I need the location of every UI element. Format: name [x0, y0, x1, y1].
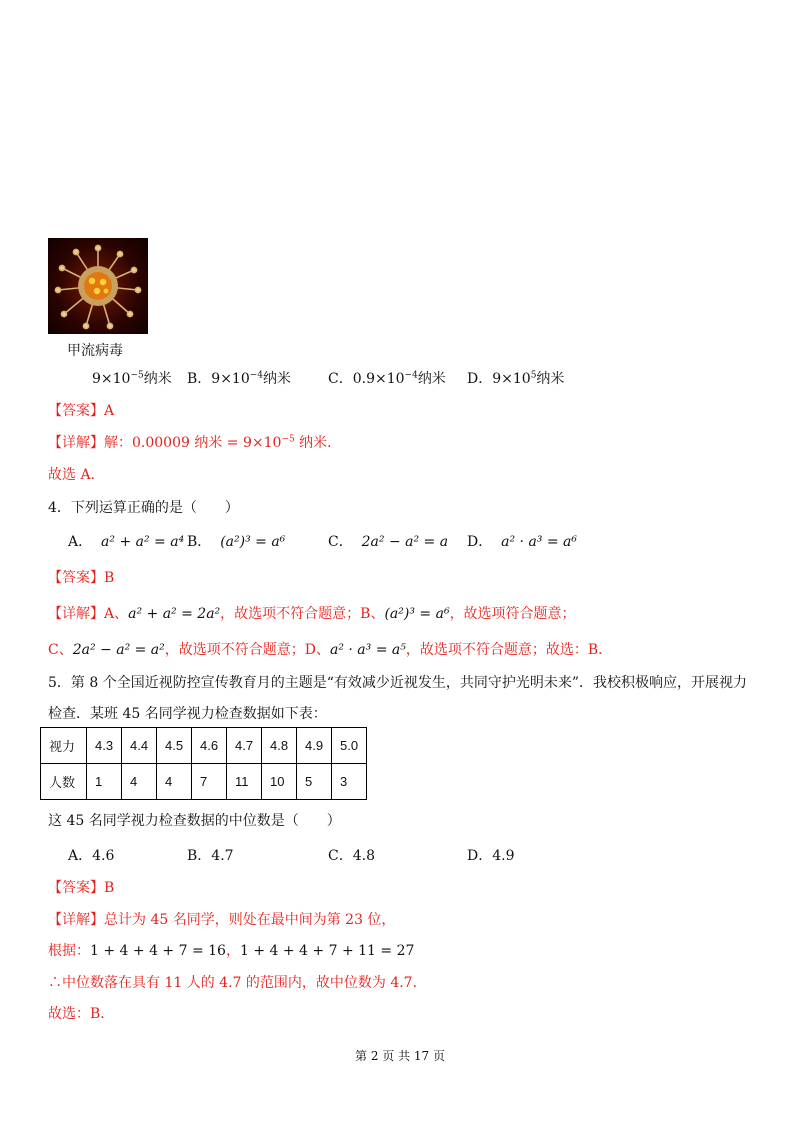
q4-option-d[interactable]: D． a² · a³ = a⁶ — [467, 534, 577, 550]
influenza-virus-image — [48, 238, 148, 334]
q3-option-d[interactable]: D．$9\times 10^5$纳米 — [467, 370, 565, 387]
q5-option-b[interactable]: B．4.7 — [187, 848, 234, 864]
q4-stem: 4．下列运算正确的是（ ） — [48, 500, 239, 516]
table-header-cell: 视力 — [41, 728, 87, 764]
q4-detail-line1: 【详解】A、a² + a² = 2a²，故选项不符合题意；B、(a²)³ = a⁶，故选项符合题意； — [48, 606, 576, 622]
table-cell: 10 — [262, 764, 297, 800]
table-cell: 4.4 — [122, 728, 157, 764]
q3-option-b[interactable]: B．$9\times 10^{-4}$纳米 — [187, 370, 292, 387]
table-cell: 3 — [332, 764, 367, 800]
table-cell: 11 — [227, 764, 262, 800]
q5-option-c[interactable]: C．4.8 — [328, 848, 375, 864]
q5-stem-line2: 检查．某班 45 名同学视力检查数据如下表： — [48, 706, 327, 722]
q5-answer: 【答案】B — [48, 880, 115, 896]
q4-option-b[interactable]: B． (a²)³ = a⁶ — [187, 534, 286, 550]
q4-detail-line2: C、2a² − a² = a²，故选项不符合题意；D、a² · a³ = a⁵，故选项不符合题意；故选：B． — [48, 642, 613, 658]
table-cell: 4.7 — [227, 728, 262, 764]
q5-option-d[interactable]: D．4.9 — [467, 848, 515, 864]
table-cell: 7 — [192, 764, 227, 800]
q5-detail-line1: 【详解】总计为 45 名同学，则处在最中间为第 23 位， — [48, 912, 396, 928]
table-cell: 5 — [297, 764, 332, 800]
q5-question: 这 45 名同学视力检查数据的中位数是（ ） — [48, 813, 341, 829]
q4-answer: 【答案】B — [48, 570, 115, 586]
table-row — [41, 764, 367, 800]
table-cell: 1 — [87, 764, 122, 800]
vision-data-table — [40, 727, 367, 800]
table-cell: 4.6 — [192, 728, 227, 764]
q3-detail: 【详解】解：0.00009 纳米 = $9\times 10^{-5}$ 纳米． — [48, 434, 342, 451]
q3-option-c[interactable]: C．$0.9\times 10^{-4}$纳米 — [328, 370, 446, 387]
table-cell: 4.9 — [297, 728, 332, 764]
table-cell: 4.8 — [262, 728, 297, 764]
table-cell: 4 — [122, 764, 157, 800]
table-header-cell: 人数 — [41, 764, 87, 800]
table-cell: 4.5 — [157, 728, 192, 764]
page-footer: 第 2 页 共 17 页 — [355, 1049, 445, 1063]
q5-stem-line1: 5．第 8 个全国近视防控宣传教育月的主题是“有效减少近视发生，共同守护光明未来”．我校积极响应，开展视力 — [48, 675, 748, 691]
q5-detail-line3: ∴中位数落在具有 11 人的 4.7 的范围内，故中位数为 4.7． — [48, 975, 427, 991]
table-cell: 4 — [157, 764, 192, 800]
table-row — [41, 728, 367, 764]
q5-conclusion: 故选：B． — [48, 1006, 115, 1022]
q5-option-a[interactable]: A．4.6 — [68, 848, 115, 864]
table-cell: 4.3 — [87, 728, 122, 764]
q4-option-c[interactable]: C． 2a² − a² = a — [328, 534, 449, 550]
q4-option-a[interactable]: A． a² + a² = a⁴ — [68, 534, 185, 550]
q5-detail-line2: 根据：1 + 4 + 4 + 7 = 16，1 + 4 + 4 + 7 + 11 = 27 — [48, 943, 415, 959]
figure-caption: 甲流病毒 — [67, 343, 123, 359]
q3-conclusion: 故选 A． — [48, 467, 105, 483]
q3-answer: 【答案】A — [48, 403, 115, 419]
table-cell: 5.0 — [332, 728, 367, 764]
q3-option-a[interactable]: $9\times 10^{-5}$纳米 — [92, 370, 172, 387]
